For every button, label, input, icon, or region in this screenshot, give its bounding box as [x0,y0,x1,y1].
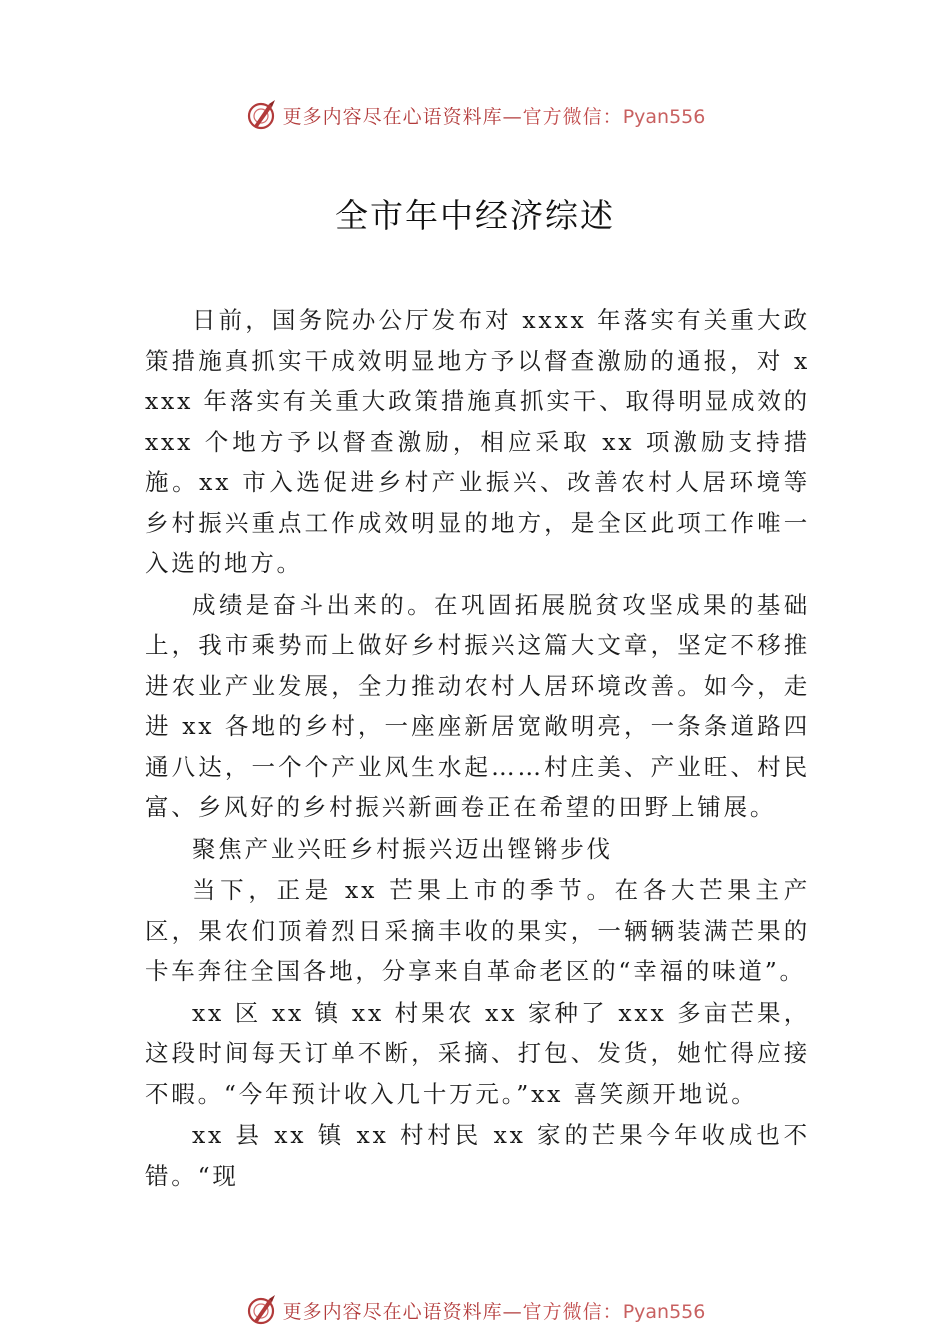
banner-main-text: 更多内容尽在心语资料库 [282,105,503,128]
document-title: 全市年中经济综述 [335,196,615,235]
paragraph-2: 成绩是奋斗出来的。在巩固拓展脱贫攻坚成果的基础上，我市乘势而上做好乡村振兴这篇大文章，坚定不移推进农业产业发展，全力推动农村人居环境改善。如今，走进 xx 各地的乡村，一座座新居宽敞明亮，一条条道路四通八达，一个个产业风生水起……村庄美、产业旺、村民富、乡风好的乡村振兴新画卷正在希望的田野上铺展。 [145,590,810,821]
banner-separator: — [502,1300,523,1323]
paragraph-1: 日前，国务院办公厅发布对 xxxx 年落实有关重大政策措施真抓实干成效明显地方予以督查激励的通报，对 xxxx 年落实有关重大政策措施真抓实干、取得明显成效的 xxx 个地方予以督查激励，相应采取 xx 项激励支持措施。xx 市入选促进乡村产业振兴、改善农村人居环境等乡村振兴重点工作成效明显的地方，是全区此项工作唯一入选的地方。 [145,306,810,577]
paragraph-5: xx 县 xx 镇 xx 村村民 xx 家的芒果今年收成也不错。“现 [145,1121,810,1190]
quill-pen-logo-icon [245,98,279,132]
footer-banner [0,1290,950,1330]
paragraph-4: xx 区 xx 镇 xx 村果农 xx 家种了 xxx 多亩芒果，这段时间每天订单不断，采摘、打包、发货，她忙得应接不暇。“今年预计收入几十万元。”xx 喜笑颜开地说。 [145,998,810,1108]
banner-text [283,1297,706,1324]
banner-wechat-id: Pyan556 [622,105,706,128]
quill-pen-logo-icon [245,1293,279,1327]
paragraph-3: 当下，正是 xx 芒果上市的季节。在各大芒果主产区，果农们顶着烈日采摘丰收的果实，一辆辆装满芒果的卡车奔往全国各地，分享来自革命老区的“幸福的味道”。 [145,876,810,985]
banner-wechat-label: 官方微信： [522,105,623,128]
banner-wechat-label: 官方微信： [522,1300,623,1323]
section-heading: 聚焦产业兴旺乡村振兴迈出铿锵步伐 [192,834,613,863]
banner-separator: — [502,105,523,128]
banner-main-text: 更多内容尽在心语资料库 [282,1300,503,1323]
document-body [145,300,810,1196]
banner-text [283,102,706,129]
banner-wechat-id: Pyan556 [622,1300,706,1323]
header-banner [0,95,950,135]
